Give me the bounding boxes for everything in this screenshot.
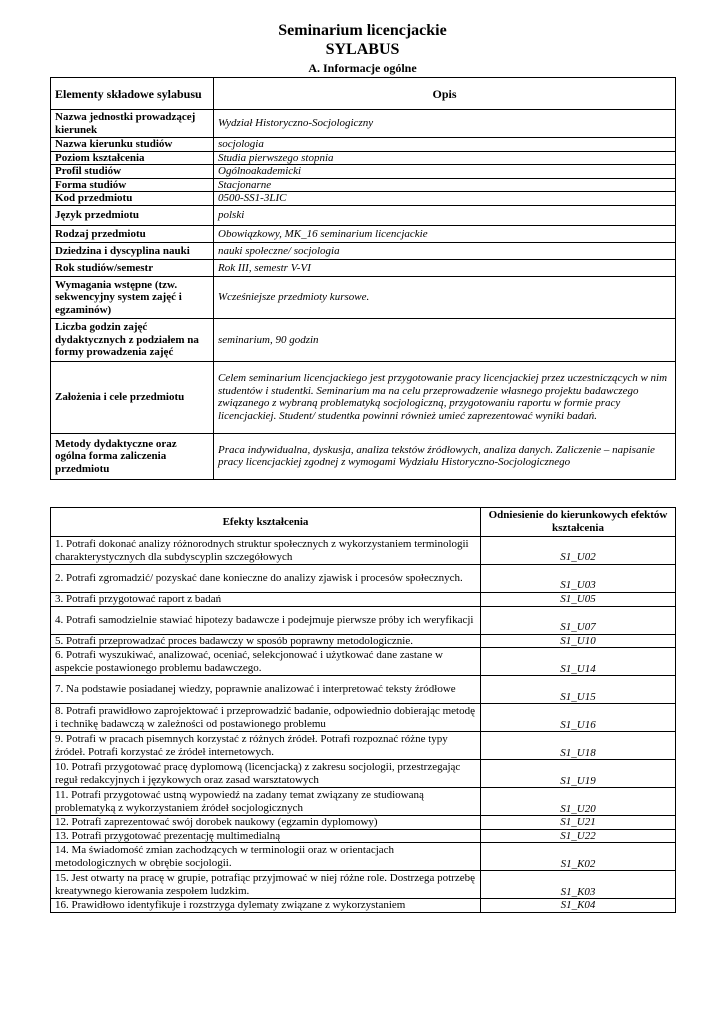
effect-description: 12. Potrafi zaprezentować swój dorobek naukowy (egzamin dyplomowy) <box>51 816 481 830</box>
effect-description: 14. Ma świadomość zmian zachodzących w terminologii oraz w orientacjach metodologicznych w obrębie socjologii. <box>51 843 481 871</box>
effects-header-outcomes: Efekty kształcenia <box>51 508 481 537</box>
info-value: Stacjonarne <box>214 178 676 192</box>
effects-row <box>51 829 676 843</box>
info-row <box>51 205 676 225</box>
effects-row <box>51 871 676 899</box>
info-value: Praca indywidualna, dyskusja, analiza tekstów źródłowych, analiza danych. Zaliczenie – napisanie pracy licencjackiej zgodnej z wymogami Wydziału Historyczno-Socjologicznego <box>214 433 676 479</box>
effect-code: S1_U16 <box>481 704 676 732</box>
document-title: Seminarium licencjackie <box>278 22 447 39</box>
document-subtitle: SYLABUS <box>325 41 400 58</box>
info-row <box>51 225 676 242</box>
effect-code: S1_K02 <box>481 843 676 871</box>
effect-description: 13. Potrafi przygotować prezentację multimedialną <box>51 829 481 843</box>
effects-row <box>51 788 676 816</box>
effect-code: S1_U03 <box>481 565 676 593</box>
effect-code: S1_U05 <box>481 593 676 607</box>
info-value: 0500-SS1-3LIC <box>214 192 676 206</box>
info-label: Profil studiów <box>51 165 214 179</box>
effect-code: S1_U22 <box>481 829 676 843</box>
effect-description: 5. Potrafi przeprowadzać proces badawczy w sposób poprawny metodologicznie. <box>51 634 481 648</box>
info-label: Liczba godzin zajęć dydaktycznych z podziałem na formy prowadzenia zajęć <box>51 318 214 361</box>
effect-code: S1_K03 <box>481 871 676 899</box>
effect-description: 9. Potrafi w pracach pisemnych korzystać z różnych źródeł. Potrafi rozpoznać różne typy źródeł. Potrafi korzystać ze źródeł internetowych. <box>51 732 481 760</box>
info-row <box>51 318 676 361</box>
effects-row <box>51 843 676 871</box>
effects-row <box>51 606 676 634</box>
learning-outcomes-table <box>50 507 676 913</box>
info-value: Studia pierwszego stopnia <box>214 151 676 165</box>
info-row <box>51 259 676 276</box>
effects-row <box>51 537 676 565</box>
info-label: Metody dydaktyczne oraz ogólna forma zaliczenia przedmiotu <box>51 433 214 479</box>
info-label: Poziom kształcenia <box>51 151 214 165</box>
info-row <box>51 151 676 165</box>
info-value: Rok III, semestr V-VI <box>214 259 676 276</box>
info-label: Forma studiów <box>51 178 214 192</box>
effect-code: S1_U21 <box>481 816 676 830</box>
info-value: seminarium, 90 godzin <box>214 318 676 361</box>
info-value: Obowiązkowy, MK_16 seminarium licencjackie <box>214 225 676 242</box>
info-label: Założenia i cele przedmiotu <box>51 361 214 433</box>
effect-code: S1_U19 <box>481 760 676 788</box>
effects-row <box>51 899 676 913</box>
effects-row <box>51 704 676 732</box>
effect-code: S1_U20 <box>481 788 676 816</box>
effect-description: 3. Potrafi przygotować raport z badań <box>51 593 481 607</box>
effect-description: 10. Potrafi przygotować pracę dyplomową (licencjacką) z zakresu socjologii, przestrzegając reguł redakcyjnych i językowych oraz zasad warsztatowych <box>51 760 481 788</box>
effect-code: S1_K04 <box>481 899 676 913</box>
effect-description: 11. Potrafi przygotować ustną wypowiedź na zadany temat związany ze studiowaną problematyką z wykorzystaniem źródeł socjologicznych <box>51 788 481 816</box>
effects-row <box>51 648 676 676</box>
info-label: Język przedmiotu <box>51 205 214 225</box>
effects-row <box>51 634 676 648</box>
general-info-table <box>50 77 676 480</box>
effects-row <box>51 565 676 593</box>
info-value: Wcześniejsze przedmioty kursowe. <box>214 276 676 318</box>
info-row <box>51 138 676 152</box>
effect-code: S1_U14 <box>481 648 676 676</box>
info-row <box>51 192 676 206</box>
info-row <box>51 110 676 138</box>
effect-code: S1_U18 <box>481 732 676 760</box>
info-row <box>51 165 676 179</box>
info-value: Celem seminarium licencjackiego jest przygotowanie pracy licencjackiej przez uczestniczących w nim studentów i studentki. Seminarium ma na celu przeprowadzenie własnego projektu badawczego związanego z wybraną problematyką socjologiczną, przygotowaniu raportu w formie pracy licencjackiej. Student/ studentka powinni również umieć zaprezentować wyniki badań. <box>214 361 676 433</box>
effect-description: 16. Prawidłowo identyfikuje i rozstrzyga dylematy związane z wykorzystaniem <box>51 899 481 913</box>
effect-description: 2. Potrafi zgromadzić/ pozyskać dane konieczne do analizy zjawisk i procesów społecznych. <box>51 565 481 593</box>
section-heading: A. Informacje ogólne <box>308 61 417 75</box>
info-label: Wymagania wstępne (tzw. sekwencyjny system zajęć i egzaminów) <box>51 276 214 318</box>
info-value: Ogólnoakademicki <box>214 165 676 179</box>
effect-code: S1_U02 <box>481 537 676 565</box>
effect-description: 8. Potrafi prawidłowo zaprojektować i przeprowadzić badanie, odpowiednio dobierając metodę i technikę badawczą w zależności od postawionego problemu <box>51 704 481 732</box>
effect-description: 7. Na podstawie posiadanej wiedzy, poprawnie analizować i interpretować teksty źródłowe <box>51 676 481 704</box>
effects-row <box>51 816 676 830</box>
info-label: Kod przedmiotu <box>51 192 214 206</box>
effects-header-row <box>51 508 676 537</box>
info-header-description: Opis <box>214 78 676 110</box>
effects-row <box>51 593 676 607</box>
effect-code: S1_U10 <box>481 634 676 648</box>
info-row <box>51 361 676 433</box>
info-header-elements: Elementy składowe sylabusu <box>51 78 214 110</box>
info-label: Nazwa kierunku studiów <box>51 138 214 152</box>
info-value: polski <box>214 205 676 225</box>
effect-description: 1. Potrafi dokonać analizy różnorodnych struktur społecznych z wykorzystaniem terminologii charakterystycznych dla subdyscyplin szczegółowych <box>51 537 481 565</box>
info-row <box>51 178 676 192</box>
info-header-row <box>51 78 676 110</box>
info-row <box>51 242 676 259</box>
info-value: socjologia <box>214 138 676 152</box>
effect-code: S1_U07 <box>481 606 676 634</box>
effects-header-reference: Odniesienie do kierunkowych efektów kształcenia <box>481 508 676 537</box>
info-label: Nazwa jednostki prowadzącej kierunek <box>51 110 214 138</box>
effect-description: 4. Potrafi samodzielnie stawiać hipotezy badawcze i podejmuje pierwsze próby ich weryfikacji <box>51 606 481 634</box>
effects-row <box>51 676 676 704</box>
effect-description: 15. Jest otwarty na pracę w grupie, potrafiąc przyjmować w niej różne role. Dostrzega potrzebę kreatywnego kierowania zespołem ludzkim. <box>51 871 481 899</box>
info-label: Dziedzina i dyscyplina nauki <box>51 242 214 259</box>
info-label: Rok studiów/semestr <box>51 259 214 276</box>
info-row <box>51 276 676 318</box>
info-value: nauki społeczne/ socjologia <box>214 242 676 259</box>
effect-code: S1_U15 <box>481 676 676 704</box>
info-value: Wydział Historyczno-Socjologiczny <box>214 110 676 138</box>
effect-description: 6. Potrafi wyszukiwać, analizować, oceniać, selekcjonować i użytkować dane zastane w aspekcie postawionego problemu badawczego. <box>51 648 481 676</box>
effects-row <box>51 732 676 760</box>
info-label: Rodzaj przedmiotu <box>51 225 214 242</box>
info-row <box>51 433 676 479</box>
effects-row <box>51 760 676 788</box>
